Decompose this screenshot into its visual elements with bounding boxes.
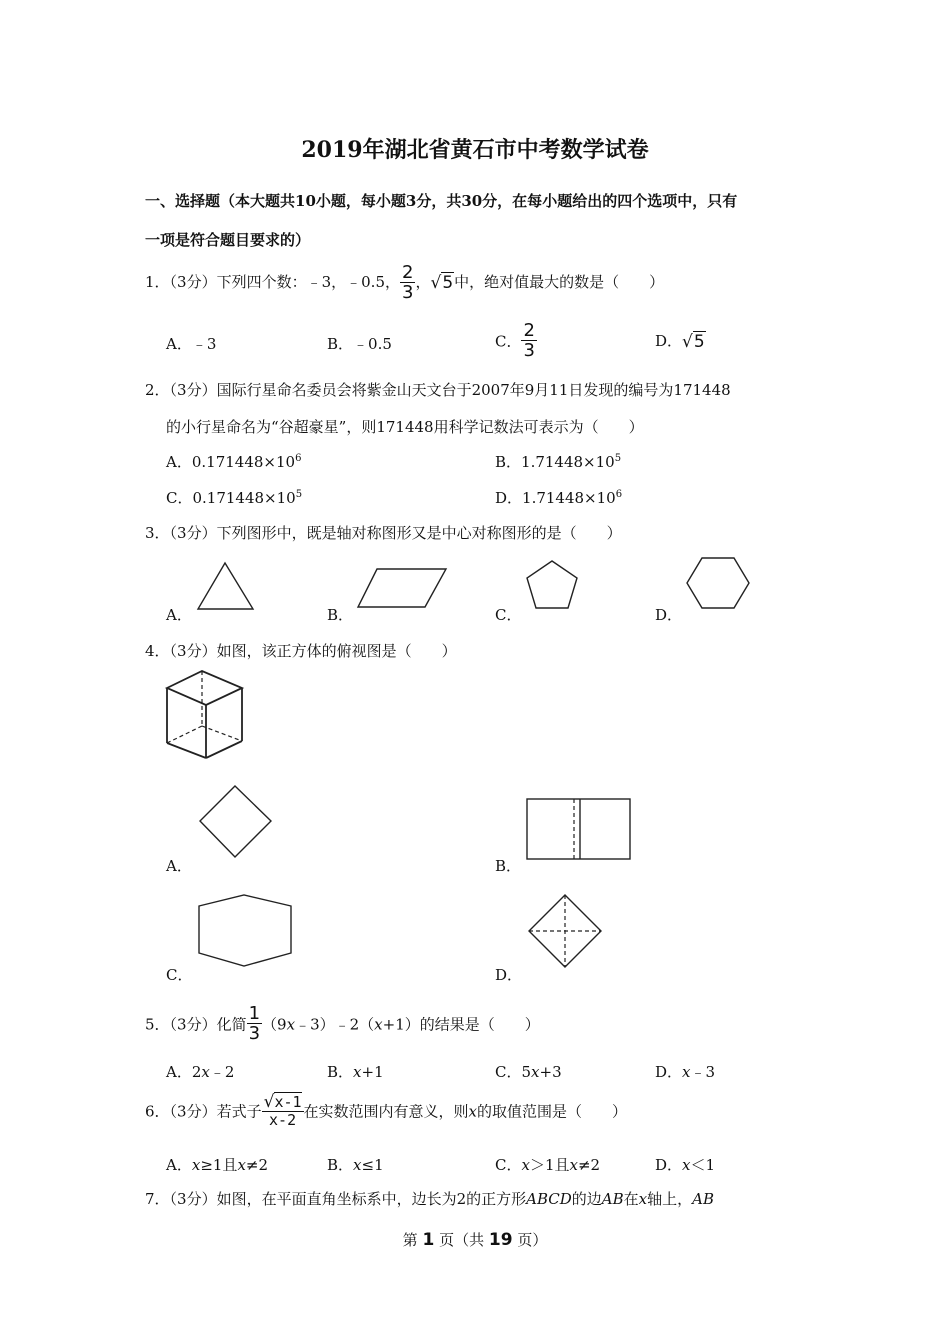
q6-d-x: x	[682, 1156, 691, 1174]
q5-d-post: ﹣3	[690, 1063, 716, 1081]
page-footer	[0, 1229, 950, 1250]
footer-mid: 页（共	[439, 1231, 485, 1249]
q6-b-x: x	[353, 1156, 362, 1174]
q1-c-den: 3	[523, 340, 535, 361]
q5-c-pre: C．5	[495, 1063, 532, 1081]
cube-edge-bottom-right	[206, 741, 242, 758]
q6-c-pre: C．	[495, 1156, 522, 1174]
q5-b-post: +1	[361, 1063, 384, 1081]
q4-option-d-diamond	[527, 893, 603, 969]
question-5	[145, 1005, 540, 1043]
question-4: 4．（3分）如图，该正方体的俯视图是（ ）	[145, 642, 457, 660]
q4-cube-figure	[162, 668, 248, 762]
q1-sep: ，	[415, 273, 431, 291]
diamond-shape	[200, 786, 271, 857]
footer-post: 页）	[517, 1231, 548, 1249]
q5-p2: ﹣3）﹣2（	[295, 1015, 375, 1034]
cube-hidden-edge-right	[202, 726, 242, 741]
q1-option-a: A．﹣3	[166, 335, 217, 353]
cube-top-face	[167, 671, 242, 705]
q1-option-c-label: C．	[495, 332, 522, 351]
q6-d-post: ＜1	[690, 1156, 716, 1174]
q6-mid: 在实数范围内有意义，则	[303, 1102, 469, 1121]
q5-d-pre: D．	[655, 1063, 683, 1081]
q2-option-c	[166, 487, 302, 508]
q1-option-b: B．﹣0.5	[327, 335, 392, 353]
q2-option-d	[495, 487, 622, 508]
q7-ab: AB	[601, 1190, 624, 1208]
q6-sqrt-sign: √	[263, 1092, 275, 1112]
q7-mid3: 轴上，	[647, 1190, 693, 1208]
q4-option-a-label: A．	[166, 857, 192, 875]
q5-stem-rest	[262, 1016, 540, 1034]
page-title: 2019年湖北省黄石市中考数学试卷	[301, 137, 649, 163]
q5-p1: （9	[262, 1015, 287, 1034]
q6-b-post: ≤1	[361, 1156, 384, 1174]
q1-fraction	[400, 264, 415, 302]
q5-c-post: +3	[539, 1063, 562, 1081]
q6-c-post: ≠2	[577, 1156, 601, 1174]
q5-fraction	[247, 1005, 262, 1043]
q6-a-pre: A．	[166, 1156, 192, 1174]
q5-frac-den: 3	[248, 1023, 261, 1044]
q2-c-exp: 5	[295, 489, 303, 500]
question-2-line2: 的小行星命名为“谷超豪星”，则171448用科学记数法可表示为（ ）	[166, 418, 644, 436]
hexagon-shape	[687, 558, 749, 608]
q6-b-pre: B．	[327, 1156, 354, 1174]
q6-a-x1: x	[191, 1156, 201, 1174]
flat-hexagon-shape	[199, 895, 291, 966]
q4-option-a-diamond	[197, 783, 275, 861]
q3-triangle-figure	[195, 560, 257, 612]
pentagon-shape	[527, 561, 577, 608]
q7-mid1: 的边	[571, 1190, 602, 1208]
q1-frac-num: 2	[402, 262, 414, 283]
footer-pre: 第	[402, 1231, 418, 1249]
q1-radical: √5	[430, 273, 454, 293]
q6-numerator	[262, 1094, 304, 1111]
question-6	[145, 1094, 627, 1128]
q5-a-post: ﹣2	[209, 1063, 235, 1081]
q6-denominator: x-2	[262, 1111, 304, 1128]
q5-option-a	[166, 1061, 234, 1082]
q6-c-x2: x	[569, 1156, 578, 1174]
q1-d-radicand: 5	[693, 332, 705, 352]
q6-option-b	[327, 1154, 384, 1175]
q6-option-a	[166, 1154, 268, 1175]
q6-a-post: ≠2	[245, 1156, 269, 1174]
q1-option-d-label: D．	[655, 332, 683, 350]
q5-a-x: x	[201, 1063, 210, 1081]
q6-stem-rest	[304, 1103, 628, 1121]
q1-radicand: 5	[442, 273, 454, 293]
q1-c-num: 2	[523, 320, 535, 341]
q2-option-a	[166, 451, 301, 472]
triangle-shape	[198, 563, 253, 609]
q7-mid2: 在	[623, 1190, 639, 1208]
q6-radicand: x-1	[274, 1093, 302, 1111]
q6-d-pre: D．	[655, 1156, 683, 1174]
q4-option-c-hexagon	[196, 893, 294, 969]
q2-option-b	[495, 451, 621, 472]
q5-a-pre: A．2	[166, 1063, 202, 1081]
q5-b-x: x	[353, 1063, 362, 1081]
q6-c-x1: x	[521, 1156, 530, 1174]
q1-option-d-radical: √5	[682, 332, 705, 352]
q5-b-pre: B．	[327, 1063, 354, 1081]
q5-x1: x	[286, 1015, 296, 1034]
q1-frac-den: 3	[402, 282, 414, 303]
q7-square-name: ABCD	[526, 1190, 572, 1208]
footer-total-pages: 19	[488, 1230, 513, 1250]
q6-x: x	[468, 1102, 478, 1121]
q5-option-c	[495, 1061, 562, 1082]
q3-hexagon-figure	[684, 555, 752, 611]
q1-option-c	[495, 322, 537, 360]
q5-c-x: x	[531, 1063, 540, 1081]
q2-c-text: C．0.171448×10	[166, 489, 296, 507]
q5-d-x: x	[682, 1063, 691, 1081]
parallelogram-shape	[358, 569, 446, 607]
q6-a-mid: ≥1且	[200, 1156, 238, 1174]
q6-post: 的取值范围是（ ）	[477, 1102, 628, 1121]
q3-pentagon-figure	[523, 558, 581, 612]
q6-option-d	[655, 1154, 715, 1175]
q4-option-b-label: B．	[495, 857, 522, 875]
q4-option-d-label: D．	[495, 966, 523, 984]
q5-option-b	[327, 1061, 384, 1082]
q3-option-c-label: C．	[495, 606, 522, 624]
q6-stem-pre: 6．（3分）若式子	[145, 1102, 262, 1121]
q3-option-d-label: D．	[655, 606, 683, 624]
q1-stem-pre: 1．（3分）下列四个数：﹣3，﹣0.5，	[145, 273, 400, 291]
q6-a-x2: x	[237, 1156, 246, 1174]
section-heading-line2: 一项是符合题目要求的）	[145, 231, 311, 249]
q6-c-mid: ＞1且	[529, 1156, 570, 1174]
q3-parallelogram-figure	[355, 566, 451, 610]
q5-p3: +1）的结果是（ ）	[382, 1015, 540, 1034]
rectangle-shape	[527, 799, 630, 859]
question-2-line1: 2．（3分）国际行星命名委员会将紫金山天文台于2007年9月11日发现的编号为171448	[145, 381, 731, 399]
question-3: 3．（3分）下列图形中，既是轴对称图形又是中心对称图形的是（ ）	[145, 524, 622, 542]
q1-stem-post: 中，绝对值最大的数是（ ）	[454, 273, 665, 291]
q3-option-b-label: B．	[327, 606, 354, 624]
q2-b-exp: 5	[614, 453, 622, 464]
q7-ab2: AB	[692, 1190, 715, 1208]
question-7	[145, 1188, 714, 1209]
q5-option-d	[655, 1061, 715, 1082]
q2-a-text: A．0.171448×10	[166, 453, 296, 471]
footer-page-number: 1	[422, 1230, 435, 1250]
q6-fraction	[262, 1094, 304, 1128]
q1-option-c-fraction	[521, 322, 536, 360]
section-heading-line1: 一、选择题（本大题共10小题，每小题3分，共30分，在每小题给出的四个选项中，只有	[145, 192, 738, 210]
cube-edge-bottom-left	[167, 743, 206, 758]
q5-frac-num: 1	[248, 1003, 261, 1024]
q7-x: x	[638, 1190, 648, 1208]
q7-pre: 7．（3分）如图，在平面直角坐标系中，边长为2的正方形	[145, 1190, 527, 1208]
q5-x2: x	[374, 1015, 383, 1034]
q2-d-exp: 6	[615, 489, 623, 500]
q2-d-text: D．1.71448×10	[495, 489, 616, 507]
q4-option-b-rectangle	[525, 797, 633, 861]
q5-stem-pre: 5．（3分）化简	[145, 1015, 247, 1034]
q6-option-c	[495, 1154, 600, 1175]
q1-option-d	[655, 330, 706, 352]
q3-option-a-label: A．	[166, 606, 192, 624]
q2-a-exp: 6	[295, 453, 302, 464]
q2-b-text: B．1.71448×10	[495, 453, 615, 471]
cube-hidden-edge-left	[167, 726, 202, 743]
q4-option-c-label: C．	[166, 966, 193, 984]
question-1	[145, 264, 664, 302]
